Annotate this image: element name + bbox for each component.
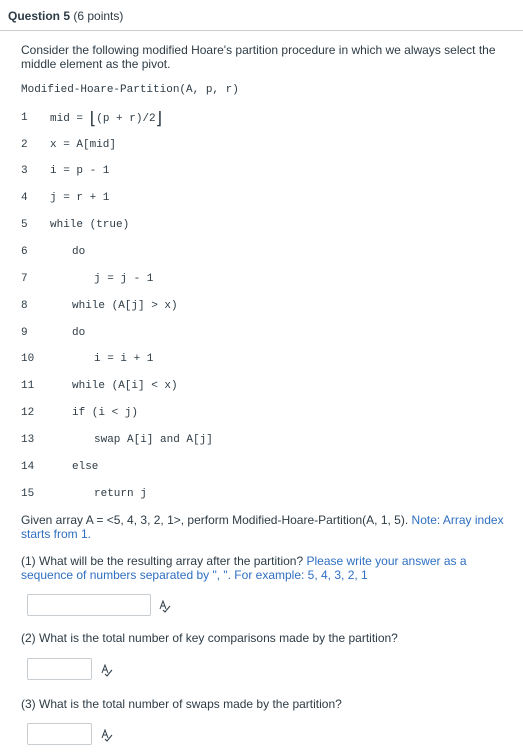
code-line: while (A[j] > x)	[72, 300, 178, 312]
given-array-text	[21, 513, 511, 541]
line-number: 2	[21, 139, 28, 151]
code-line: return j	[94, 488, 147, 500]
code-line: j = r + 1	[50, 192, 110, 204]
answer-2-input[interactable]	[27, 658, 92, 680]
line-number: 1	[21, 112, 28, 124]
code-line: i = i + 1	[94, 353, 154, 365]
code-line: swap A[i] and A[j]	[94, 434, 213, 446]
code-text: mid =	[50, 113, 90, 125]
line-number: 11	[21, 380, 35, 392]
line-number: 5	[21, 219, 28, 231]
line-number: 7	[21, 273, 28, 285]
line-number: 6	[21, 246, 28, 258]
line-number: 9	[21, 327, 28, 339]
line-number: 3	[21, 165, 28, 177]
code-line: else	[72, 461, 99, 473]
line-number: 15	[21, 488, 35, 500]
spellcheck-icon[interactable]	[100, 663, 114, 677]
part-1-label: (1) What will be the resulting array after the partition?	[21, 554, 304, 568]
code-line: if (i < j)	[72, 407, 139, 419]
floor-right-bracket: ⌋	[155, 109, 163, 129]
answer-1-input[interactable]	[27, 594, 151, 616]
given-statement: Given array A = <5, 4, 3, 2, 1>, perform Modified-Hoare-Partition(A, 1, 5).	[21, 513, 409, 527]
question-number: Question 5	[8, 9, 71, 23]
line-number: 8	[21, 300, 28, 312]
floor-expression: (p + r)/2	[96, 113, 156, 125]
code-line: do	[72, 327, 86, 339]
line-number: 10	[21, 353, 35, 365]
part-2-question: (2) What is the total number of key comparisons made by the partition?	[21, 631, 398, 645]
question-title	[8, 9, 123, 23]
question-header	[0, 0, 523, 31]
line-number: 14	[21, 461, 35, 473]
index-note: Note: Array index starts from 1.	[21, 513, 504, 541]
part-3-question: (3) What is the total number of swaps made by the partition?	[21, 697, 342, 711]
spellcheck-icon[interactable]	[158, 599, 172, 613]
code-line	[50, 109, 162, 129]
question-points: (6 points)	[73, 9, 124, 23]
procedure-signature: Modified-Hoare-Partition(A, p, r)	[21, 84, 239, 96]
line-number: 4	[21, 192, 28, 204]
spellcheck-icon[interactable]	[100, 728, 114, 742]
code-line: do	[72, 246, 86, 258]
code-line: while (A[i] < x)	[72, 380, 178, 392]
code-line: j = j - 1	[94, 273, 154, 285]
line-number: 12	[21, 407, 35, 419]
code-line: x = A[mid]	[50, 139, 117, 151]
code-line: while (true)	[50, 219, 130, 231]
line-number: 13	[21, 434, 35, 446]
floor-left-bracket: ⌊	[89, 109, 97, 129]
part-1-hint: Please write your answer as a sequence of numbers separated by ", ". For example: 5, 4, 3, 2, 1	[21, 554, 467, 582]
part-1-question	[21, 554, 511, 582]
code-line: i = p - 1	[50, 165, 110, 177]
question-intro: Consider the following modified Hoare's partition procedure in which we always select the middle element as the pivot.	[21, 43, 496, 71]
answer-3-input[interactable]	[27, 723, 92, 745]
